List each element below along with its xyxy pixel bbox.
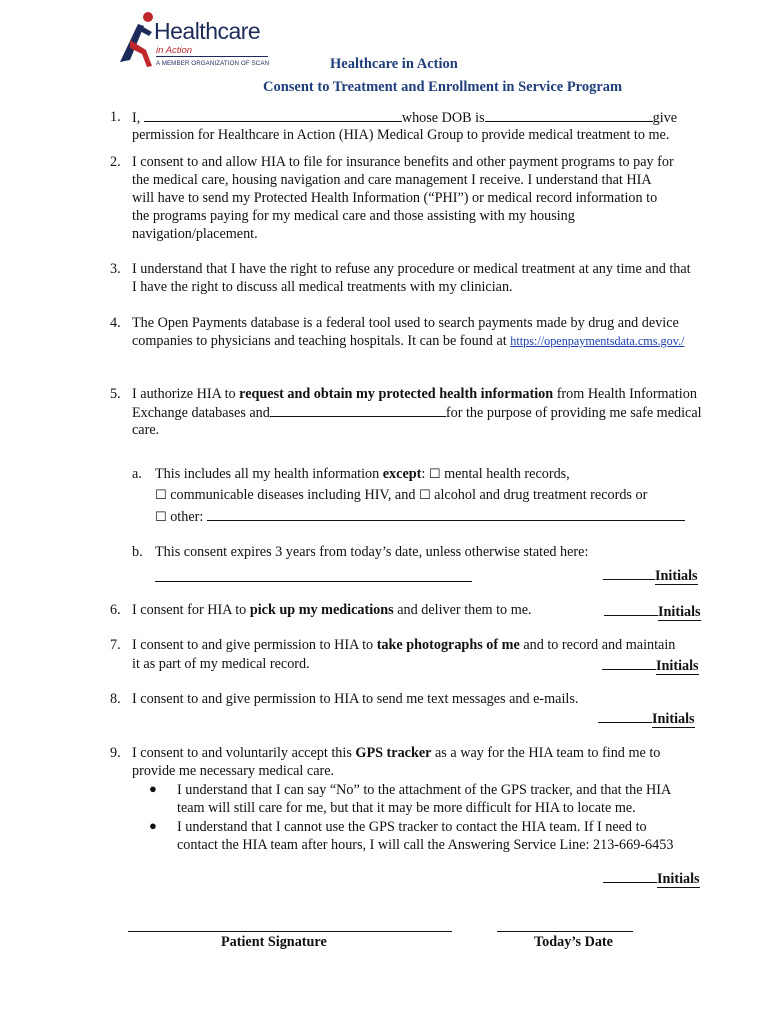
item-5-line-1 — [132, 385, 697, 403]
sub-a-text-c: mental health records, — [440, 466, 570, 482]
item-6-bold: pick up my medications — [249, 602, 394, 618]
sub-a-bold: except — [382, 466, 422, 482]
item-3-number: 3. — [110, 261, 121, 277]
item-6-number: 6. — [110, 602, 121, 618]
sub-a-line-2 — [155, 486, 647, 505]
item-5-text-b: from Health Information — [553, 386, 697, 402]
sub-a-text-d: communicable diseases including HIV, and — [166, 487, 419, 503]
item-9-bold: GPS tracker — [355, 745, 432, 761]
expiration-date-field[interactable] — [155, 581, 472, 582]
item-7-line-2: it as part of my medical record. — [132, 656, 310, 672]
item-4-line-2 — [132, 332, 684, 350]
bullet-1-icon: ● — [149, 781, 157, 796]
item-3-line-2: I have the right to discuss all medical treatments with my clinician. — [132, 279, 513, 295]
sub-a-text-b: : — [421, 466, 429, 482]
item-1-text-b: whose DOB is — [401, 110, 485, 126]
communicable-diseases-checkbox[interactable]: ☐ — [155, 488, 167, 503]
alcohol-drug-checkbox[interactable]: ☐ — [418, 488, 431, 503]
page-title: Consent to Treatment and Enrollment in Service Program — [263, 79, 623, 95]
name-field[interactable] — [144, 108, 402, 122]
initials-6[interactable] — [604, 601, 701, 621]
item-3-line-1: I understand that I have the right to refuse any procedure or medical treatment at any time and that — [132, 261, 691, 277]
item-4-line-1: The Open Payments database is a federal tool used to search payments made by drug and device — [132, 315, 679, 331]
mental-health-checkbox[interactable]: ☐ — [428, 467, 441, 482]
sub-b-letter: b. — [132, 544, 143, 560]
item-9-number: 9. — [110, 745, 121, 761]
initials-5-label: Initials — [655, 568, 698, 584]
sub-a-line-3 — [155, 507, 685, 527]
item-2-line-1: I consent to and allow HIA to file for insurance benefits and other payment programs to pay for — [132, 154, 674, 170]
logo-figure-icon — [116, 10, 156, 70]
sub-b-line-1: This consent expires 3 years from today’s date, unless otherwise stated here: — [155, 544, 589, 560]
initials-6-label: Initials — [658, 604, 701, 620]
item-9-line-1 — [132, 744, 660, 762]
sub-a-text-f: other: — [166, 509, 207, 525]
logo-tagline: A MEMBER ORGANIZATION OF SCAN — [156, 60, 270, 67]
item-6-line-1 — [132, 601, 532, 619]
item-9-text-a: I consent to and voluntarily accept this — [132, 745, 356, 761]
initials-8-label: Initials — [652, 711, 695, 727]
other-source-field[interactable] — [270, 403, 446, 417]
initials-7[interactable] — [602, 655, 699, 675]
sub-a-text-e: alcohol and drug treatment records or — [430, 487, 648, 503]
initials-5[interactable] — [603, 565, 698, 585]
item-4-number: 4. — [110, 315, 121, 331]
item-6-text-a: I consent for HIA to — [132, 602, 250, 618]
item-5-text-a: I authorize HIA to — [132, 386, 240, 402]
logo-divider — [156, 56, 268, 57]
item-7-number: 7. — [110, 637, 121, 653]
dob-field[interactable] — [485, 108, 653, 122]
item-8-line-1: I consent to and give permission to HIA to send me text messages and e-mails. — [132, 691, 579, 707]
logo-subtitle: in Action — [156, 45, 193, 56]
patient-signature-line[interactable] — [128, 931, 452, 932]
bullet-1-line-1: I understand that I can say “No” to the attachment of the GPS tracker, and that the HIA — [177, 782, 672, 798]
other-checkbox[interactable]: ☐ — [155, 510, 167, 525]
item-1-text-a: I, — [132, 110, 144, 126]
bullet-2-icon: ● — [149, 818, 157, 833]
item-1-line-1 — [132, 108, 677, 127]
item-5-line-3: care. — [132, 422, 160, 438]
todays-date-label: Today’s Date — [534, 934, 613, 950]
item-7-line-1 — [132, 636, 675, 654]
sub-a-text-a: This includes all my health information — [155, 466, 383, 482]
item-2-line-2: the medical care, housing navigation and care management I receive. I understand that HIA — [132, 172, 652, 188]
item-7-text-b: and to record and maintain — [519, 637, 676, 653]
item-7-bold: take photographs of me — [376, 637, 520, 653]
item-2-line-3: will have to send my Protected Health Information (“PHI”) or medical record information to — [132, 190, 658, 206]
initials-9[interactable] — [603, 868, 700, 888]
item-2-line-4: the programs paying for my medical care and those assisting with my housing — [132, 208, 575, 224]
item-5-text-d: for the purpose of providing me safe medical — [445, 405, 702, 421]
item-2-line-5: navigation/placement. — [132, 226, 258, 242]
bullet-2-line-1: I understand that I cannot use the GPS tracker to contact the HIA team. If I need to — [177, 819, 647, 835]
item-5-line-2 — [132, 403, 702, 422]
item-1-number: 1. — [110, 109, 121, 125]
item-5-text-c: Exchange databases and — [132, 405, 270, 421]
item-9-line-2: provide me necessary medical care. — [132, 763, 335, 779]
patient-signature-label: Patient Signature — [221, 934, 327, 950]
bullet-2-line-2: contact the HIA team after hours, I will call the Answering Service Line: 213-669-6453 — [177, 837, 674, 853]
logo-wordmark: Healthcare — [154, 18, 261, 44]
item-6-text-b: and deliver them to me. — [393, 602, 532, 618]
bullet-1-line-2: team will still care for me, but that it may be more difficult for HIA to locate me. — [177, 800, 636, 816]
org-heading: Healthcare in Action — [330, 56, 458, 72]
initials-8[interactable] — [598, 708, 695, 728]
sub-a-letter: a. — [132, 466, 142, 482]
item-1-line-2: permission for Healthcare in Action (HIA) Medical Group to provide medical treatment to me. — [132, 127, 670, 143]
item-2-number: 2. — [110, 154, 121, 170]
initials-9-label: Initials — [657, 871, 700, 887]
open-payments-link[interactable]: https://openpaymentsdata.cms.gov./ — [510, 334, 685, 348]
item-9-text-b: as a way for the HIA team to find me to — [431, 745, 661, 761]
item-4-text: companies to physicians and teaching hospitals. It can be found at — [132, 333, 511, 349]
other-records-field[interactable] — [207, 507, 685, 521]
item-1-text-c: give — [652, 110, 678, 126]
item-5-number: 5. — [110, 386, 121, 402]
todays-date-line[interactable] — [497, 931, 633, 932]
item-8-number: 8. — [110, 691, 121, 707]
healthcare-in-action-logo — [116, 10, 276, 74]
item-5-bold: request and obtain my protected health information — [239, 386, 554, 402]
sub-a-line-1 — [155, 465, 570, 484]
item-7-text-a: I consent to and give permission to HIA to — [132, 637, 377, 653]
initials-7-label: Initials — [656, 658, 699, 674]
